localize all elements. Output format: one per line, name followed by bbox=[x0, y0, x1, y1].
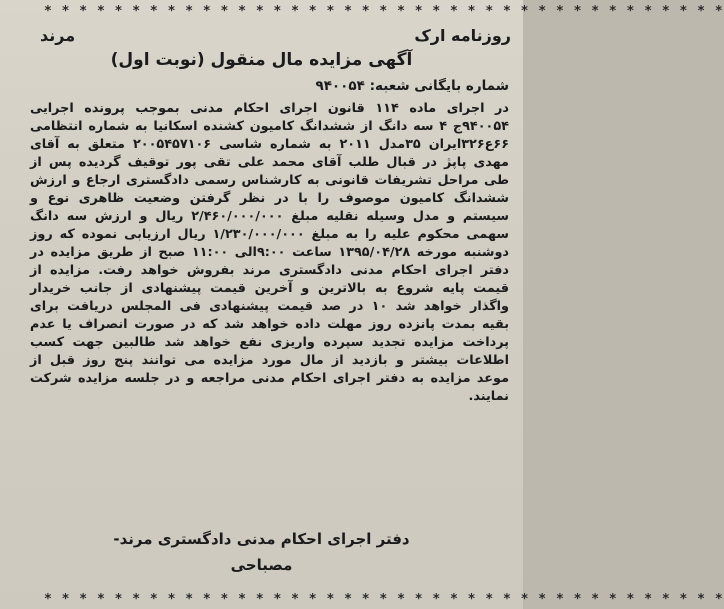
top-star-border: * * * * * * * * * * * * * * * * * * * * * * * * * * * * * * * * * * * * * * * bbox=[44, 4, 724, 19]
notice-body: در اجرای ماده ۱۱۴ قانون اجرای احکام مدنی بموجب پرونده اجرایی ۹۴۰۰۵۴ج ۴ سه دانگ از ششدانگ کامیون کشنده اسکانیا به شماره انتظامی ۶۶ع۳۲۶ایران ۳۵مدل ۲۰۱۱ به شماره شاسی ۲۰۰۵۴۵۷۱۰۶ متعلق به آقای مهدی پاپژ در قبال طلب آقای محمد علی تقی پور توقیف گردیده پس از طی مراحل تشریفات قانونی به کارشناس رسمی دادگستری ارجاع و ارزش ششدانگ کامیون موصوف را با در نظر گرفتن وضعیت ظاهری نوع و سیستم و مدل وسیله نقلیه مبلغ ۲/۴۶۰/۰۰۰/۰۰۰ ریال و ارزش سه دانگ سهمی محکوم علیه را به مبلغ ۱/۲۳۰/۰۰۰/۰۰۰ ریال ارزیابی نموده که روز دوشنبه مورخه ۱۳۹۵/۰۴/۲۸ ساعت ۹:۰۰الی ۱۱:۰۰ صبح از طریق مزایده در دفتر اجرای احکام مدنی دادگستری مرند بفروش خواهد رفت. مزایده از قیمت پایه شروع به بالاترین و آخرین قیمت پیشنهادی از جانب خریدار واگذار خواهد شد ۱۰ در صد قیمت پیشنهادی فی المجلس دریافت برای بقیه بمدت پانزده روز مهلت داده خواهد شد که در صورت انصراف یا عدم پرداخت مزایده تجدید سپرده واریزی نفع خواهد شد طالبین جهت کسب اطلاعات بیشتر و بازدید از مال مورد مزایده می توانند پنج روز قبل از موعد مزایده به دفتر اجرای احکام مدنی مراجعه و در جلسه مزایده شرکت نمایند. bbox=[30, 101, 510, 404]
city-name: مرند bbox=[40, 26, 76, 45]
notice-title: آگهی مزایده مال منقول (نوبت اول) bbox=[110, 50, 413, 70]
masthead bbox=[40, 26, 511, 52]
bottom-star-border: * * * * * * * * * * * * * * * * * * * * * * * * * * * * * * * * * * * * * * * bbox=[44, 592, 724, 607]
signature-block bbox=[40, 526, 483, 578]
newspaper-name: روزنامه ارک bbox=[414, 26, 511, 45]
signatory-name: مصباحی bbox=[230, 556, 293, 574]
issuing-office: دفتر اجرای احکام مدنی دادگستری مرند- bbox=[113, 530, 410, 548]
archive-number: شماره بایگانی شعبه: ۹۴۰۰۵۴ bbox=[315, 78, 509, 94]
